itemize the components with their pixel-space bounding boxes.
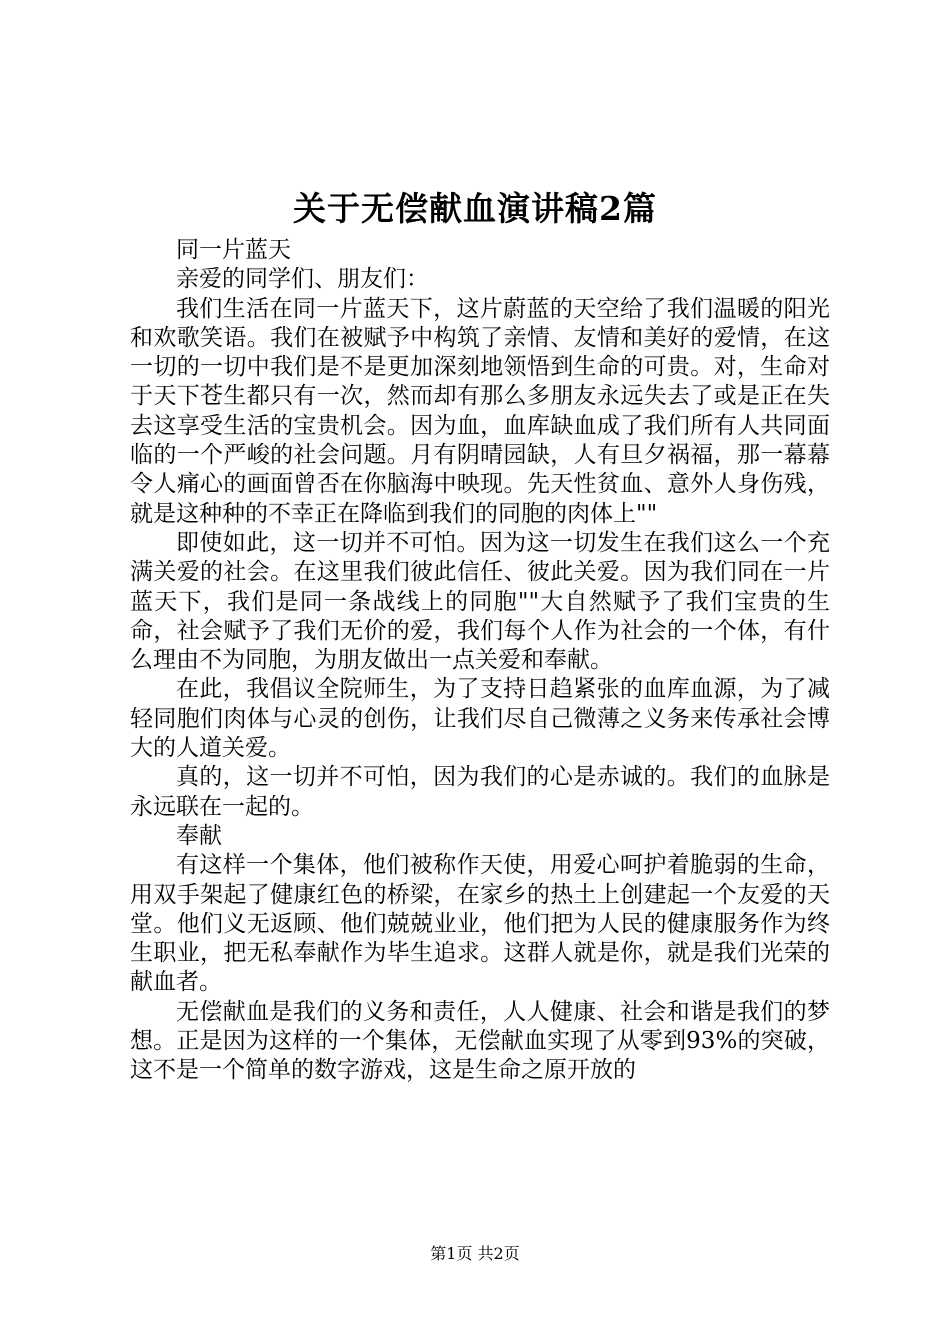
section-heading: 同一片蓝天 xyxy=(176,237,291,263)
body-paragraph: 有这样一个集体，他们被称作天使，用爱心呵护着脆弱的生命，用双手架起了健康红色的桥梁，在家乡的热土上创建起一个友爱的天堂。他们义无返顾、他们兢兢业业，他们把为人民的健康服务作为终生职业，把无私奉献作为毕生追求。这群人就是你，就是我们光荣的献血者。 xyxy=(130,852,830,996)
body-paragraph: 我们生活在同一片蓝天下，这片蔚蓝的天空给了我们温暖的阳光和欢歌笑语。我们在被赋予中构筑了亲情、友情和美好的爱情，在这一切的一切中我们是不是更加深刻地领悟到生命的可贵。对，生命对于天下苍生都只有一次，然而却有那么多朋友永远失去了或是正在失去这享受生活的宝贵机会。因为血，血库缺血成了我们所有人共同面临的一个严峻的社会问题。月有阴晴园缺，人有旦夕祸福，那一幕幕令人痛心的画面曾否在你脑海中映现。先天性贫血、意外人身伤残，就是这种种的不幸正在降临到我们的同胞的肉体上"" xyxy=(130,295,830,527)
body-paragraph: 在此，我倡议全院师生，为了支持日趋紧张的血库血源，为了减轻同胞们肉体与心灵的创伤，让我们尽自己微薄之义务来传承社会博大的人道关爱。 xyxy=(130,676,830,762)
page-footer: 第1页 共2页 xyxy=(430,1244,520,1263)
document-body xyxy=(130,236,830,1086)
salutation: 亲爱的同学们、朋友们： xyxy=(176,266,429,293)
body-paragraph: 无偿献血是我们的义务和责任，人人健康、社会和谐是我们的梦想。正是因为这样的一个集体，无偿献血实现了从零到93%的突破，这不是一个简单的数字游戏，这是生命之原开放的 xyxy=(130,998,830,1084)
section-heading: 奉献 xyxy=(176,822,222,849)
body-paragraph: 真的，这一切并不可怕，因为我们的心是赤诚的。我们的血脉是永远联在一起的。 xyxy=(130,764,830,820)
document-title: 关于无偿献血演讲稿2篇 xyxy=(293,189,657,228)
body-paragraph: 即使如此，这一切并不可怕。因为这一切发生在我们这么一个充满关爱的社会。在这里我们彼此信任、彼此关爱。因为我们同在一片蓝天下，我们是同一条战线上的同胞""大自然赋予了我们宝贵的生命，社会赋予了我们无价的爱，我们每个人作为社会的一个体，有什么理由不为同胞，为朋友做出一点关爱和奉献。 xyxy=(130,529,830,674)
